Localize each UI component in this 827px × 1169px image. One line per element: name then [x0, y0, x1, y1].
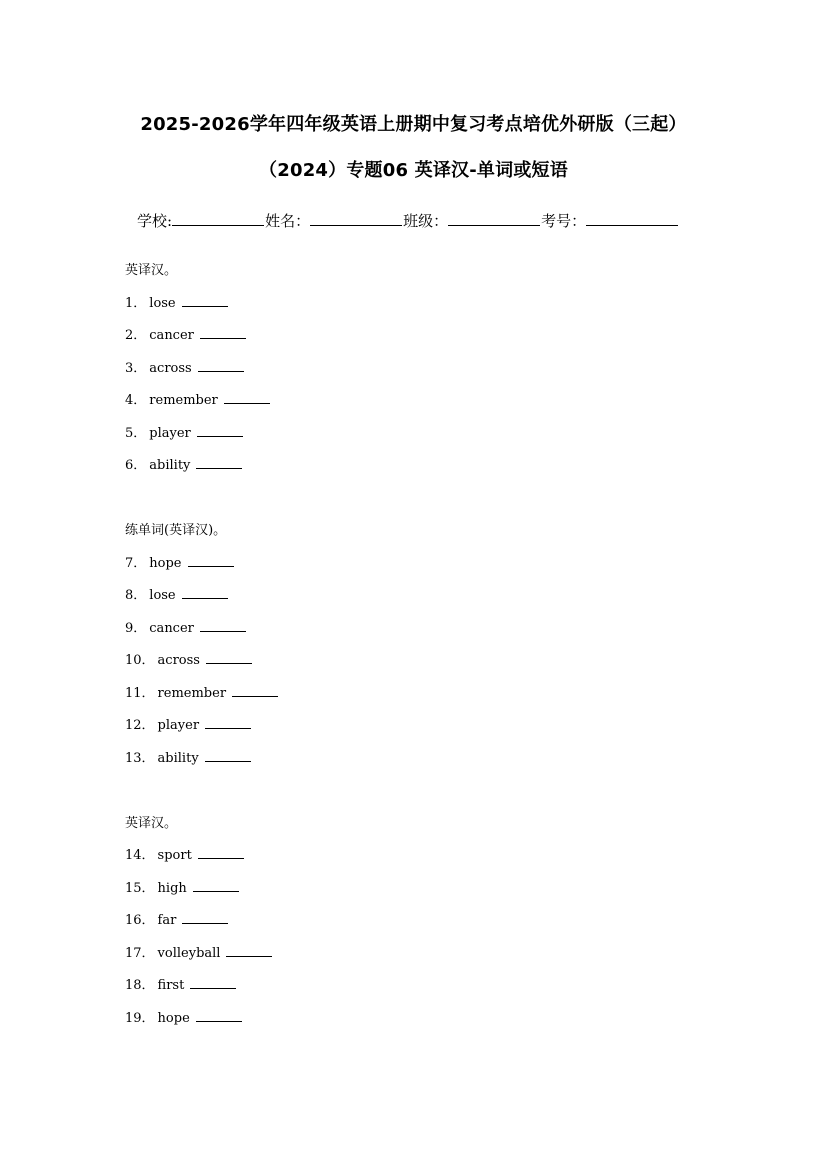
answer-blank[interactable]: [182, 294, 228, 307]
question-number: 4．: [125, 393, 147, 408]
answer-blank[interactable]: [206, 651, 252, 664]
question-item: [125, 617, 246, 636]
answer-blank[interactable]: [200, 326, 246, 339]
answer-blank[interactable]: [232, 684, 278, 697]
question-item: [125, 1007, 242, 1026]
question-word: lose: [149, 588, 176, 603]
exam-id-blank[interactable]: [586, 211, 678, 226]
question-item: [125, 844, 244, 863]
answer-blank[interactable]: [190, 976, 236, 989]
question-word: remember: [149, 393, 218, 408]
question-item: [125, 324, 246, 343]
question-number: 16．: [125, 913, 155, 928]
student-info-row: [137, 210, 679, 231]
question-word: across: [149, 361, 192, 376]
question-number: 5．: [125, 426, 147, 441]
answer-blank[interactable]: [205, 749, 251, 762]
answer-blank[interactable]: [224, 391, 270, 404]
answer-blank[interactable]: [182, 911, 228, 924]
question-word: ability: [149, 458, 191, 473]
answer-blank[interactable]: [188, 554, 234, 567]
question-item: [125, 357, 244, 376]
question-number: 18．: [125, 978, 155, 993]
question-word: player: [149, 426, 191, 441]
question-number: 15．: [125, 881, 155, 896]
question-item: [125, 942, 272, 961]
question-word: hope: [149, 556, 182, 571]
question-item: [125, 682, 278, 701]
question-number: 2．: [125, 328, 147, 343]
question-word: volleyball: [157, 946, 221, 961]
name-label: 姓名：: [265, 212, 311, 230]
question-number: 9．: [125, 621, 147, 636]
question-item: [125, 389, 270, 408]
page-subtitle: （2024）专题06 英译汉-单词或短语: [259, 160, 568, 181]
answer-blank[interactable]: [193, 879, 239, 892]
question-number: 14．: [125, 848, 155, 863]
question-word: player: [157, 718, 200, 733]
question-item: [125, 422, 243, 441]
question-item: [125, 877, 239, 896]
page-title: 2025-2026学年四年级英语上册期中复习考点培优外研版（三起）: [140, 114, 687, 135]
section-title: 英译汉。: [125, 816, 178, 831]
question-item: [125, 909, 228, 928]
question-word: lose: [149, 296, 176, 311]
question-word: across: [157, 653, 200, 668]
question-number: 19．: [125, 1011, 155, 1026]
school-label: 学校:: [137, 212, 173, 230]
question-item: [125, 292, 228, 311]
class-blank[interactable]: [448, 211, 540, 226]
question-number: 10．: [125, 653, 155, 668]
exam-id-label: 考号：: [541, 212, 587, 230]
question-number: 13．: [125, 751, 155, 766]
question-word: far: [157, 913, 177, 928]
question-item: [125, 974, 236, 993]
question-item: [125, 454, 242, 473]
question-number: 17．: [125, 946, 155, 961]
section-title: 练单词(英译汉)。: [125, 523, 227, 538]
question-item: [125, 714, 251, 733]
question-word: ability: [157, 751, 199, 766]
question-item: [125, 747, 251, 766]
question-item: [125, 584, 228, 603]
question-number: 7．: [125, 556, 147, 571]
question-item: [125, 649, 252, 668]
question-number: 11．: [125, 686, 155, 701]
question-number: 6．: [125, 458, 147, 473]
answer-blank[interactable]: [198, 359, 244, 372]
answer-blank[interactable]: [200, 619, 246, 632]
question-number: 1．: [125, 296, 147, 311]
question-word: remember: [157, 686, 227, 701]
answer-blank[interactable]: [226, 944, 272, 957]
question-number: 3．: [125, 361, 147, 376]
answer-blank[interactable]: [205, 716, 251, 729]
question-word: sport: [157, 848, 192, 863]
section-title: 英译汉。: [125, 263, 178, 278]
answer-blank[interactable]: [196, 1009, 242, 1022]
question-word: cancer: [149, 328, 194, 343]
question-word: first: [157, 978, 185, 993]
question-item: [125, 552, 234, 571]
school-blank[interactable]: [172, 211, 264, 226]
question-word: hope: [157, 1011, 190, 1026]
answer-blank[interactable]: [197, 424, 243, 437]
question-number: 12．: [125, 718, 155, 733]
question-word: high: [157, 881, 187, 896]
class-label: 班级：: [403, 212, 449, 230]
name-blank[interactable]: [310, 211, 402, 226]
answer-blank[interactable]: [198, 846, 244, 859]
question-number: 8．: [125, 588, 147, 603]
question-word: cancer: [149, 621, 194, 636]
answer-blank[interactable]: [182, 586, 228, 599]
answer-blank[interactable]: [196, 456, 242, 469]
